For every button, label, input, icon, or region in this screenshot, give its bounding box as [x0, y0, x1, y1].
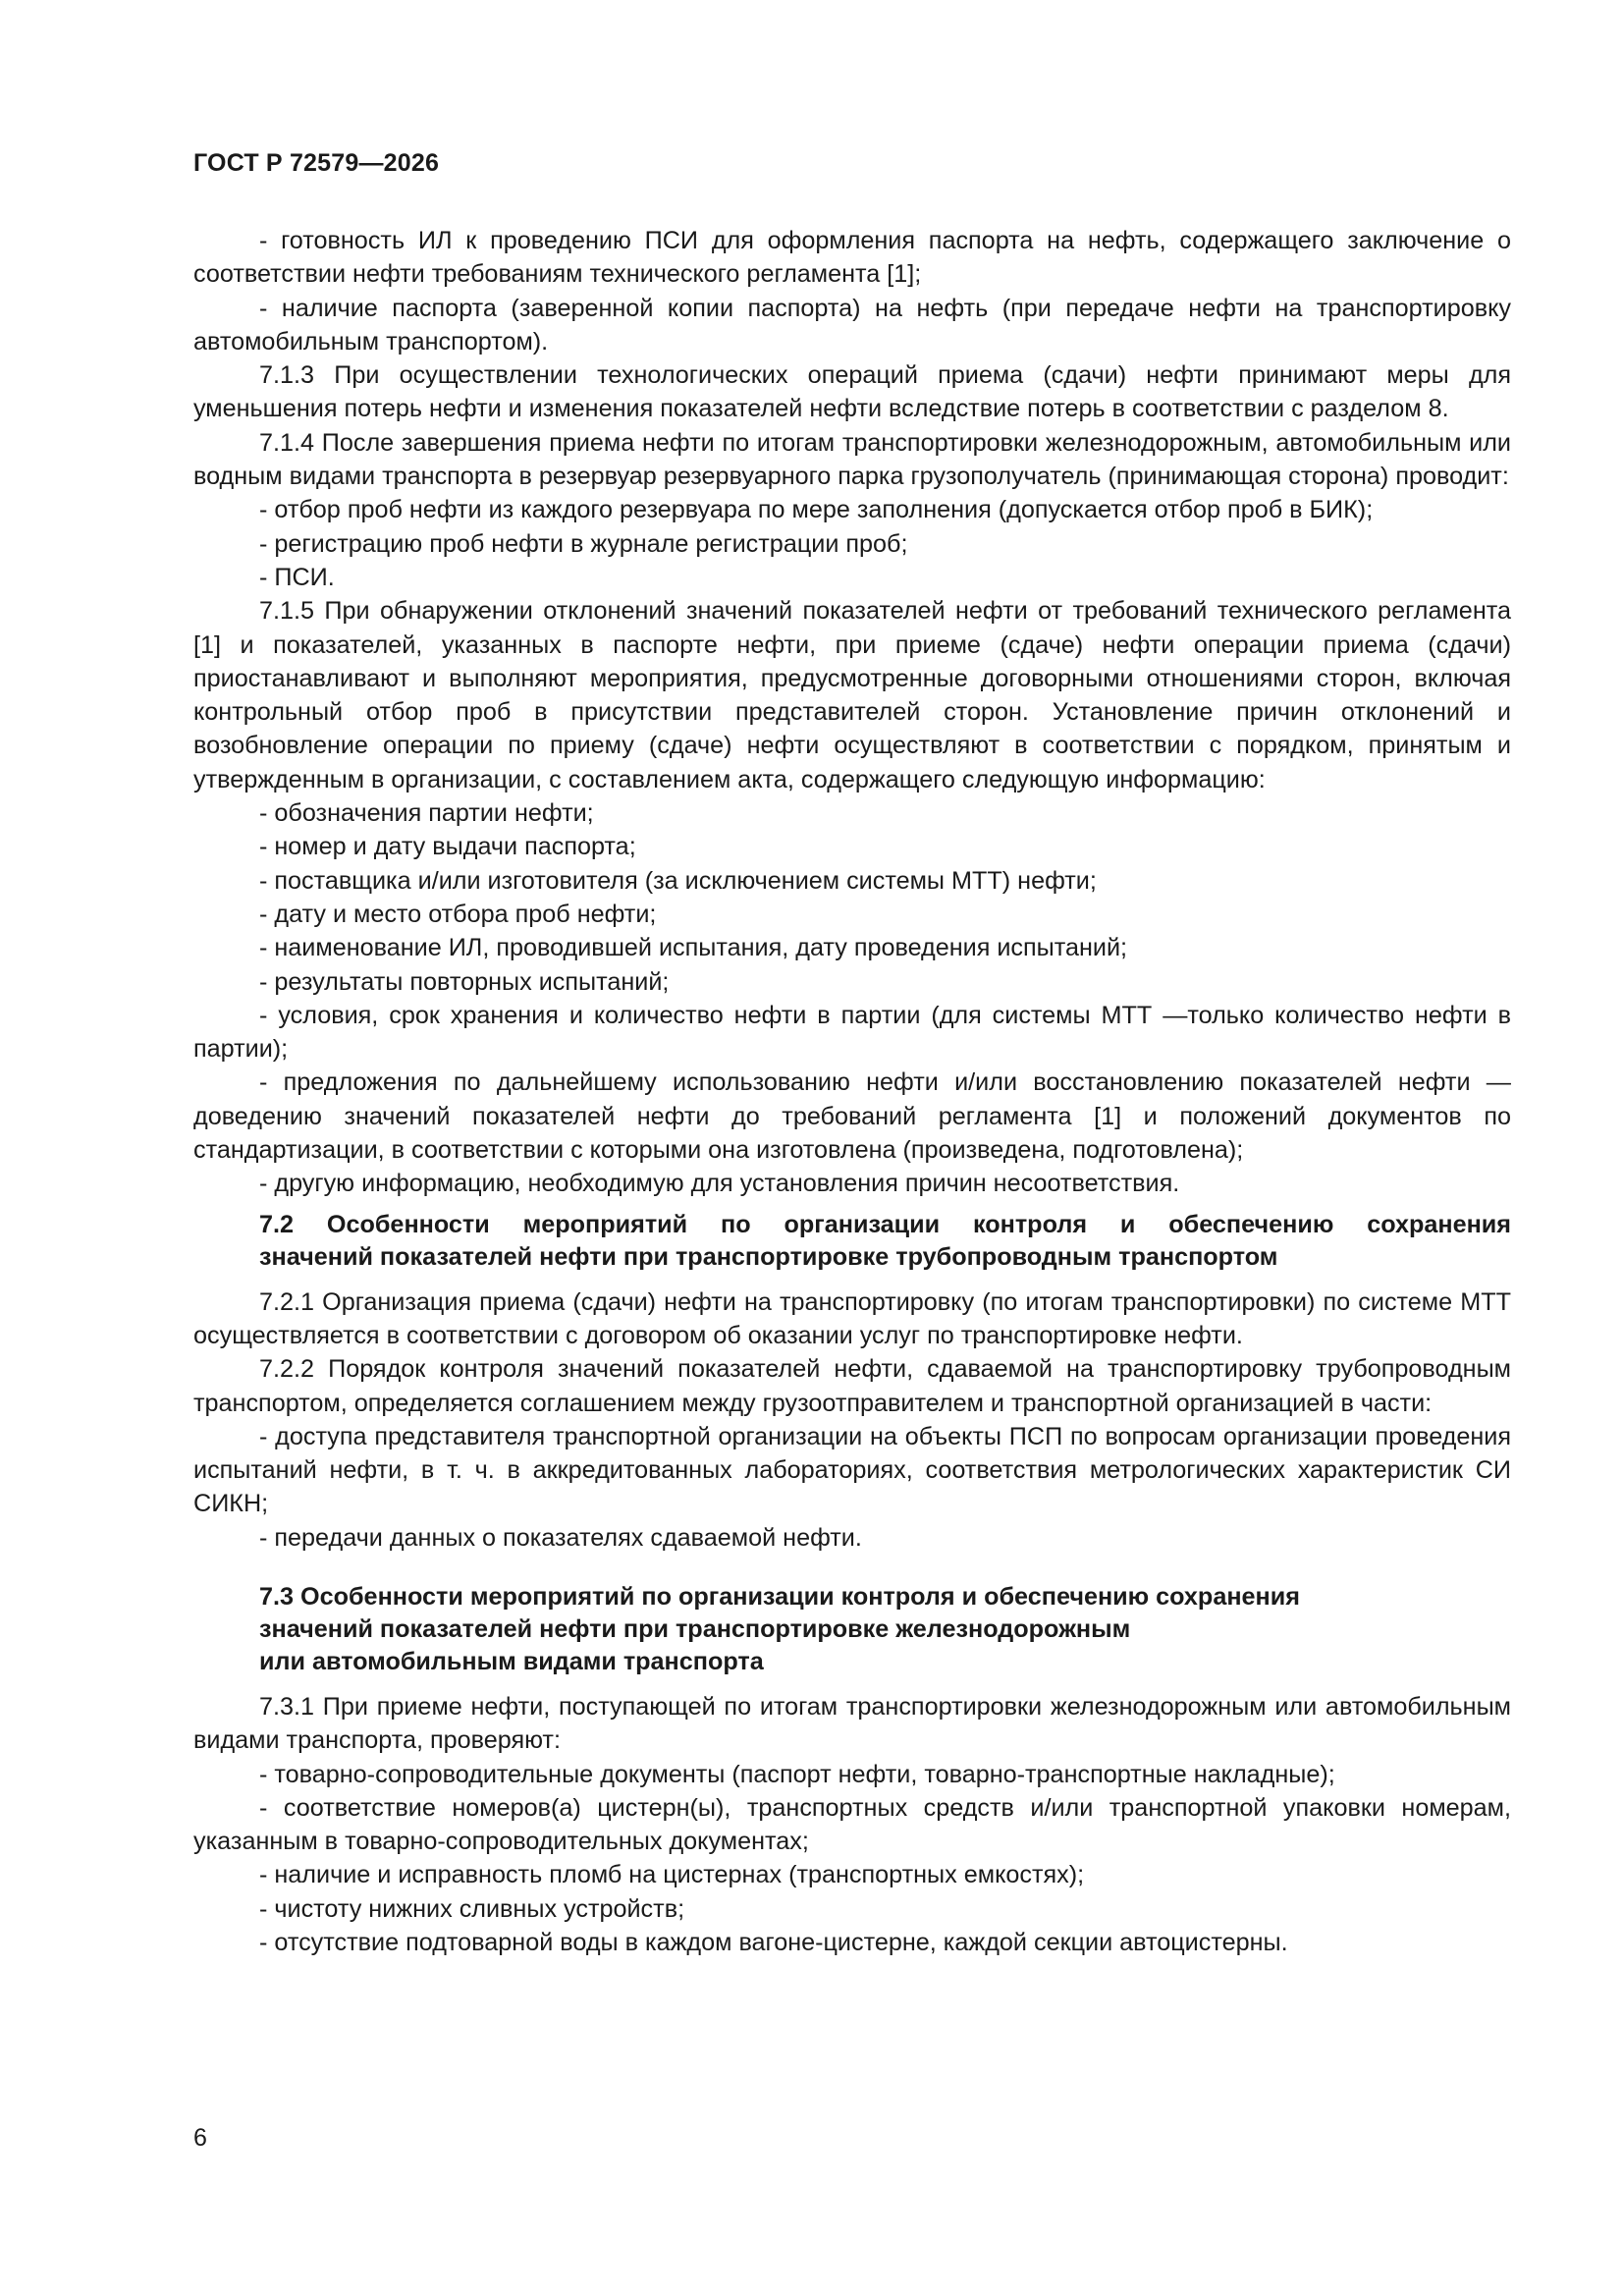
clause-7-1-5: 7.1.5 При обнаружении отклонений значений показателей нефти от требований технического регламента [1] и показателей, указанных в паспорте нефти, при приеме (сдаче) нефти операции приема (сдачи) приостанавливают и выполняют мероприятия, предусмотренные договорными отношениями сторон, включая контрольный отбор проб в присутствии представителей сторон. Установление причин отклонений и возобновление операции по приему (сдаче) нефти осуществляют в соответствии с порядком, принятым и утвержденным в организации, с составлением акта, содержащего следующую информацию: [193, 597, 1511, 793]
clause-7-2-2: 7.2.2 Порядок контроля значений показателей нефти, сдаваемой на транспортировку трубопроводным транспортом, определяется соглашением между грузоотправителем и транспортной организацией в части: [193, 1355, 1511, 1417]
list-item: - доступа представителя транспортной организации на объекты ПСП по вопросам организации проведения испытаний нефти, в т. ч. в аккредитованных лабораториях, соответствия метрологических характеристик СИ СИКН; [193, 1422, 1511, 1518]
list-item: - соответствие номеров(а) цистерн(ы), транспортных средств и/или транспортной упаковки номерам, указанным в товарно-сопроводительных документах; [193, 1793, 1511, 1856]
list-item: - наименование ИЛ, проводившей испытания, дату проведения испытаний; [259, 934, 1128, 962]
clause-7-1-4: 7.1.4 После завершения приема нефти по итогам транспортировки железнодорожным, автомобильным или водным видами транспорта в резервуар резервуарного парка грузополучатель (принимающая сторона) проводит: [193, 428, 1511, 491]
heading-line: значений показателей нефти при транспортировке железнодорожным [259, 1614, 1131, 1643]
list-item: - регистрацию проб нефти в журнале регистрации проб; [259, 529, 908, 558]
list-item: - дату и место отбора проб нефти; [259, 900, 657, 928]
clause-7-1-3: 7.1.3 При осуществлении технологических операций приема (сдачи) нефти принимают меры для уменьшения потерь нефти и изменения показателей нефти вследствие потерь в соответствии с разделом 8. [193, 361, 1511, 423]
list-item: - ПСИ. [259, 563, 335, 591]
list-item: - чистоту нижних сливных устройств; [259, 1894, 685, 1923]
heading-line: значений показателей нефти при транспортировке трубопроводным транспортом [259, 1242, 1278, 1271]
list-item: - предложения по дальнейшему использованию нефти и/или восстановлению показателей нефти — доведению значений показателей нефти до требований регламента [1] и положений документов по стандартизации, в соответствии с которыми она изготовлена (произведена, подготовлена); [193, 1068, 1511, 1165]
list-item: - наличие и исправность пломб на цистернах (транспортных емкостях); [259, 1861, 1085, 1889]
heading-line: или автомобильным видами транспорта [259, 1647, 764, 1675]
clause-7-2-1: 7.2.1 Организация приема (сдачи) нефти на транспортировку (по итогам транспортировки) по системе МТТ осуществляется в соответствии с договором об оказании услуг по транспортировке нефти. [193, 1287, 1511, 1349]
list-item: - результаты повторных испытаний; [259, 967, 670, 996]
list-item: - товарно-сопроводительные документы (паспорт нефти, товарно-транспортные накладные); [259, 1760, 1335, 1788]
list-item: - готовность ИЛ к проведению ПСИ для оформления паспорта на нефть, содержащего заключение о соответствии нефти требованиям технического регламента [1]; [193, 227, 1511, 289]
section-7-3-heading [193, 1581, 1511, 1678]
list-item: - передачи данных о показателях сдаваемой нефти. [259, 1523, 862, 1552]
document-header: ГОСТ Р 72579—2026 [193, 149, 440, 177]
list-item: - отбор проб нефти из каждого резервуара по мере заполнения (допускается отбор проб в БИК); [259, 496, 1374, 524]
document-body [193, 224, 1511, 1959]
list-item: - условия, срок хранения и количество нефти в партии (для системы МТТ —только количество нефти в партии); [193, 1001, 1511, 1064]
list-item: - поставщика и/или изготовителя (за исключением системы МТТ) нефти; [259, 866, 1097, 895]
clause-7-3-1: 7.3.1 При приеме нефти, поступающей по итогам транспортировки железнодорожным или автомобильным видами транспорта, проверяют: [193, 1692, 1511, 1755]
heading-line: 7.3 Особенности мероприятий по организации контроля и обеспечению сохранения [259, 1582, 1300, 1611]
page-number: 6 [193, 2124, 207, 2152]
list-item: - отсутствие подтоварной воды в каждом вагоне-цистерне, каждой секции автоцистерны. [259, 1929, 1288, 1957]
section-7-2-heading [193, 1209, 1511, 1274]
list-item: - наличие паспорта (заверенной копии паспорта) на нефть (при передаче нефти на транспортировку автомобильным транспортом). [193, 294, 1511, 355]
heading-line: 7.2 Особенности мероприятий по организации контроля и обеспечению сохранения [259, 1210, 1511, 1238]
list-item: - номер и дату выдачи паспорта; [259, 833, 636, 861]
list-item: - другую информацию, необходимую для установления причин несоответствия. [259, 1170, 1180, 1198]
list-item: - обозначения партии нефти; [259, 799, 594, 828]
